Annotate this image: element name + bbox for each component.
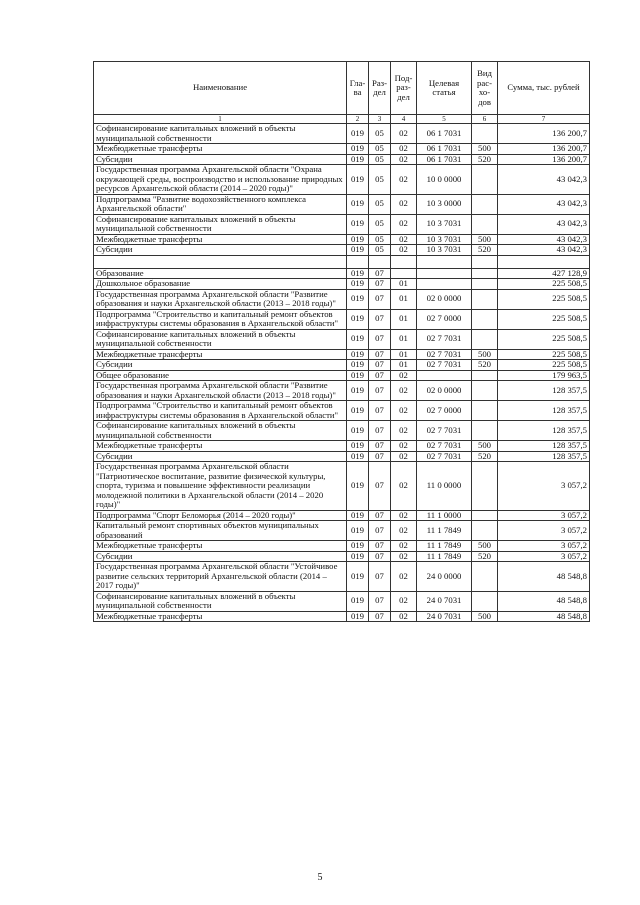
cell-razdel: 07: [369, 279, 391, 290]
cell-target: [417, 279, 472, 290]
cell-glava: 019: [347, 329, 369, 349]
cell-vid: [472, 214, 498, 234]
cell-target: 06 1 7031: [417, 124, 472, 144]
cell-sum: 136 200,7: [498, 124, 590, 144]
cell-target: 11 0 0000: [417, 462, 472, 511]
cell-sum: 179 963,5: [498, 370, 590, 381]
cell-vid: 500: [472, 234, 498, 245]
cell-sum: [498, 255, 590, 268]
cell-razdel: 07: [369, 611, 391, 622]
header-name: Наименование: [94, 62, 347, 115]
cell-glava: 019: [347, 541, 369, 552]
cell-name: Субсидии: [94, 551, 347, 562]
table-row: [94, 441, 590, 452]
cell-razdel: 05: [369, 124, 391, 144]
cell-sum: 128 357,5: [498, 381, 590, 401]
cell-podrazdel: 02: [391, 451, 417, 462]
cell-podrazdel: 02: [391, 381, 417, 401]
cell-glava: 019: [347, 234, 369, 245]
cell-glava: 019: [347, 245, 369, 256]
cell-vid: [472, 329, 498, 349]
cell-name: Софинансирование капитальных вложений в объекты муниципальной собственности: [94, 591, 347, 611]
cell-razdel: 05: [369, 194, 391, 214]
table-row: [94, 329, 590, 349]
cell-sum: 128 357,5: [498, 451, 590, 462]
cell-name: Капитальный ремонт спортивных объектов муниципальных образований: [94, 521, 347, 541]
cell-podrazdel: 02: [391, 521, 417, 541]
blank-row: [94, 255, 590, 268]
cell-target: 06 1 7031: [417, 154, 472, 165]
cell-glava: 019: [347, 510, 369, 521]
table-row: [94, 611, 590, 622]
cell-target: 02 7 7031: [417, 329, 472, 349]
cell-name: Межбюджетные трансферты: [94, 349, 347, 360]
cell-name: [94, 255, 347, 268]
cell-target: 02 7 0000: [417, 309, 472, 329]
cell-glava: 019: [347, 144, 369, 155]
cell-sum: 225 508,5: [498, 309, 590, 329]
table-row: [94, 401, 590, 421]
table-row: [94, 245, 590, 256]
table-row: [94, 591, 590, 611]
cell-sum: 136 200,7: [498, 154, 590, 165]
cell-glava: 019: [347, 381, 369, 401]
cell-target: 02 0 0000: [417, 381, 472, 401]
table-header-row: [94, 62, 590, 115]
cell-name: Субсидии: [94, 245, 347, 256]
column-number: 2: [347, 115, 369, 124]
cell-podrazdel: 02: [391, 441, 417, 452]
cell-vid: [472, 421, 498, 441]
cell-target: 24 0 7031: [417, 591, 472, 611]
cell-razdel: 05: [369, 214, 391, 234]
cell-name: Подпрограмма "Развитие водохозяйственного комплекса Архангельской области": [94, 194, 347, 214]
cell-vid: [472, 194, 498, 214]
cell-vid: [472, 591, 498, 611]
table-row: [94, 381, 590, 401]
cell-sum: 43 042,3: [498, 194, 590, 214]
cell-podrazdel: 01: [391, 360, 417, 371]
cell-razdel: 07: [369, 289, 391, 309]
table-row: [94, 370, 590, 381]
table-row: [94, 421, 590, 441]
cell-name: Дошкольное образование: [94, 279, 347, 290]
cell-glava: 019: [347, 124, 369, 144]
table-row: [94, 279, 590, 290]
cell-sum: 3 057,2: [498, 521, 590, 541]
table-row: [94, 462, 590, 511]
column-number: 4: [391, 115, 417, 124]
cell-podrazdel: 01: [391, 349, 417, 360]
cell-razdel: 05: [369, 144, 391, 155]
cell-target: 02 7 7031: [417, 349, 472, 360]
cell-name: Государственная программа Архангельской области "Патриотическое воспитание, развитие физической культуры, спорта, туризма и повышение эффективности реализации молодежной политики в Архангельской области (2014 – 2020 годы)": [94, 462, 347, 511]
cell-glava: 019: [347, 309, 369, 329]
cell-razdel: 07: [369, 329, 391, 349]
cell-sum: 128 357,5: [498, 441, 590, 452]
cell-vid: 520: [472, 451, 498, 462]
cell-target: 10 3 7031: [417, 214, 472, 234]
cell-name: Софинансирование капитальных вложений в объекты муниципальной собственности: [94, 124, 347, 144]
cell-name: Государственная программа Архангельской области "Развитие образования и науки Архангельской области (2013 – 2018 годы)": [94, 289, 347, 309]
cell-name: Софинансирование капитальных вложений в объекты муниципальной собственности: [94, 329, 347, 349]
cell-podrazdel: 02: [391, 370, 417, 381]
table-row: [94, 349, 590, 360]
table-row: [94, 214, 590, 234]
cell-sum: 43 042,3: [498, 245, 590, 256]
cell-podrazdel: 02: [391, 541, 417, 552]
table-row: [94, 154, 590, 165]
cell-razdel: 07: [369, 591, 391, 611]
cell-razdel: 07: [369, 551, 391, 562]
cell-name: Софинансирование капитальных вложений в объекты муниципальной собственности: [94, 214, 347, 234]
cell-sum: 48 548,8: [498, 611, 590, 622]
cell-glava: 019: [347, 591, 369, 611]
cell-glava: 019: [347, 214, 369, 234]
cell-name: Подпрограмма "Строительство и капитальный ремонт объектов инфраструктуры системы образования в Архангельской области": [94, 309, 347, 329]
cell-razdel: 07: [369, 309, 391, 329]
cell-glava: [347, 255, 369, 268]
cell-podrazdel: 02: [391, 401, 417, 421]
header-vid: Вид рас-хо-дов: [472, 62, 498, 115]
cell-glava: 019: [347, 451, 369, 462]
cell-podrazdel: [391, 268, 417, 279]
cell-podrazdel: 02: [391, 194, 417, 214]
cell-glava: 019: [347, 194, 369, 214]
cell-target: 02 0 0000: [417, 289, 472, 309]
cell-razdel: 07: [369, 562, 391, 592]
cell-name: Подпрограмма "Спорт Беломорья (2014 – 2020 годы)": [94, 510, 347, 521]
cell-vid: 500: [472, 349, 498, 360]
cell-podrazdel: 02: [391, 165, 417, 195]
cell-target: 02 7 0000: [417, 401, 472, 421]
cell-target: 02 7 7031: [417, 451, 472, 462]
cell-razdel: 07: [369, 521, 391, 541]
column-number-row: [94, 115, 590, 124]
budget-table: [93, 61, 590, 622]
cell-podrazdel: 02: [391, 421, 417, 441]
cell-podrazdel: 02: [391, 462, 417, 511]
column-number: 1: [94, 115, 347, 124]
cell-vid: 500: [472, 441, 498, 452]
cell-sum: 3 057,2: [498, 551, 590, 562]
cell-podrazdel: 02: [391, 234, 417, 245]
cell-name: Государственная программа Архангельской области "Охрана окружающей среды, воспроизводство и использование природных ресурсов Архангельской области (2014 – 2020 годы)": [94, 165, 347, 195]
cell-target: 02 7 7031: [417, 441, 472, 452]
table-body: [94, 124, 590, 622]
cell-name: Общее образование: [94, 370, 347, 381]
cell-glava: 019: [347, 441, 369, 452]
cell-vid: 520: [472, 360, 498, 371]
cell-razdel: [369, 255, 391, 268]
cell-razdel: 07: [369, 441, 391, 452]
cell-glava: 019: [347, 462, 369, 511]
cell-vid: [472, 268, 498, 279]
cell-name: Межбюджетные трансферты: [94, 441, 347, 452]
cell-target: 02 7 7031: [417, 421, 472, 441]
table-row: [94, 541, 590, 552]
cell-vid: [472, 309, 498, 329]
cell-vid: [472, 370, 498, 381]
cell-razdel: 07: [369, 268, 391, 279]
cell-name: Субсидии: [94, 360, 347, 371]
cell-target: 11 1 7849: [417, 541, 472, 552]
cell-target: 10 3 0000: [417, 194, 472, 214]
cell-glava: 019: [347, 289, 369, 309]
cell-vid: 520: [472, 551, 498, 562]
cell-razdel: 07: [369, 451, 391, 462]
cell-razdel: 05: [369, 245, 391, 256]
cell-podrazdel: 01: [391, 309, 417, 329]
header-target: Целевая статья: [417, 62, 472, 115]
cell-sum: 225 508,5: [498, 329, 590, 349]
header-glava: Гла-ва: [347, 62, 369, 115]
header-razdel: Раз-дел: [369, 62, 391, 115]
table-row: [94, 521, 590, 541]
cell-sum: 3 057,2: [498, 462, 590, 511]
table-row: [94, 165, 590, 195]
cell-podrazdel: 02: [391, 551, 417, 562]
cell-sum: 427 128,9: [498, 268, 590, 279]
cell-podrazdel: 01: [391, 329, 417, 349]
cell-sum: 128 357,5: [498, 421, 590, 441]
cell-glava: 019: [347, 279, 369, 290]
cell-razdel: 05: [369, 234, 391, 245]
cell-glava: 019: [347, 165, 369, 195]
cell-target: 06 1 7031: [417, 144, 472, 155]
cell-name: Межбюджетные трансферты: [94, 541, 347, 552]
table-row: [94, 551, 590, 562]
cell-podrazdel: 02: [391, 591, 417, 611]
cell-glava: 019: [347, 562, 369, 592]
cell-sum: 136 200,7: [498, 144, 590, 155]
cell-target: [417, 255, 472, 268]
table-row: [94, 144, 590, 155]
cell-target: 10 3 7031: [417, 234, 472, 245]
cell-glava: 019: [347, 421, 369, 441]
cell-sum: 225 508,5: [498, 289, 590, 309]
cell-target: 24 0 7031: [417, 611, 472, 622]
cell-vid: 500: [472, 611, 498, 622]
cell-sum: 128 357,5: [498, 401, 590, 421]
table-row: [94, 124, 590, 144]
table-row: [94, 268, 590, 279]
cell-vid: 500: [472, 144, 498, 155]
cell-podrazdel: 01: [391, 279, 417, 290]
cell-vid: [472, 289, 498, 309]
cell-glava: 019: [347, 401, 369, 421]
cell-podrazdel: 02: [391, 124, 417, 144]
cell-razdel: 07: [369, 370, 391, 381]
cell-glava: 019: [347, 611, 369, 622]
cell-name: Образование: [94, 268, 347, 279]
cell-podrazdel: 02: [391, 562, 417, 592]
cell-glava: 019: [347, 154, 369, 165]
cell-target: 11 1 7849: [417, 521, 472, 541]
cell-target: 10 3 7031: [417, 245, 472, 256]
cell-vid: [472, 279, 498, 290]
cell-target: 11 1 7849: [417, 551, 472, 562]
cell-vid: [472, 521, 498, 541]
cell-glava: 019: [347, 349, 369, 360]
cell-razdel: 07: [369, 349, 391, 360]
cell-podrazdel: [391, 255, 417, 268]
cell-podrazdel: 02: [391, 144, 417, 155]
cell-vid: [472, 510, 498, 521]
cell-razdel: 07: [369, 381, 391, 401]
cell-glava: 019: [347, 551, 369, 562]
cell-vid: 520: [472, 245, 498, 256]
cell-name: Софинансирование капитальных вложений в объекты муниципальной собственности: [94, 421, 347, 441]
cell-target: 02 7 7031: [417, 360, 472, 371]
cell-podrazdel: 02: [391, 245, 417, 256]
cell-glava: 019: [347, 268, 369, 279]
table-row: [94, 451, 590, 462]
cell-sum: 48 548,8: [498, 562, 590, 592]
cell-razdel: 07: [369, 401, 391, 421]
cell-razdel: 07: [369, 421, 391, 441]
cell-razdel: 07: [369, 462, 391, 511]
column-number: 3: [369, 115, 391, 124]
header-sum: Сумма, тыс. рублей: [498, 62, 590, 115]
cell-name: Межбюджетные трансферты: [94, 611, 347, 622]
table-row: [94, 562, 590, 592]
cell-vid: 520: [472, 154, 498, 165]
cell-name: Субсидии: [94, 154, 347, 165]
cell-name: Государственная программа Архангельской области "Устойчивое развитие сельских территорий Архангельской области (2014 – 2017 годы)": [94, 562, 347, 592]
cell-razdel: 07: [369, 510, 391, 521]
cell-podrazdel: 02: [391, 611, 417, 622]
cell-podrazdel: 02: [391, 154, 417, 165]
cell-name: Государственная программа Архангельской области "Развитие образования и науки Архангельской области (2013 – 2018 годы)": [94, 381, 347, 401]
cell-podrazdel: 02: [391, 214, 417, 234]
cell-target: [417, 370, 472, 381]
cell-vid: 500: [472, 541, 498, 552]
cell-target: [417, 268, 472, 279]
table-row: [94, 309, 590, 329]
cell-razdel: 05: [369, 165, 391, 195]
cell-vid: [472, 462, 498, 511]
cell-name: Субсидии: [94, 451, 347, 462]
cell-sum: 48 548,8: [498, 591, 590, 611]
cell-sum: 43 042,3: [498, 165, 590, 195]
cell-podrazdel: 01: [391, 289, 417, 309]
cell-razdel: 07: [369, 360, 391, 371]
cell-razdel: 05: [369, 154, 391, 165]
cell-razdel: 07: [369, 541, 391, 552]
cell-vid: [472, 401, 498, 421]
page-number: 5: [317, 872, 323, 883]
cell-sum: 3 057,2: [498, 510, 590, 521]
table-row: [94, 360, 590, 371]
cell-vid: [472, 381, 498, 401]
cell-glava: 019: [347, 370, 369, 381]
cell-podrazdel: 02: [391, 510, 417, 521]
cell-sum: 225 508,5: [498, 349, 590, 360]
cell-target: 10 0 0000: [417, 165, 472, 195]
cell-sum: 43 042,3: [498, 234, 590, 245]
column-number: 7: [498, 115, 590, 124]
cell-target: 11 1 0000: [417, 510, 472, 521]
cell-name: Межбюджетные трансферты: [94, 234, 347, 245]
table-row: [94, 194, 590, 214]
table-row: [94, 510, 590, 521]
cell-name: Межбюджетные трансферты: [94, 144, 347, 155]
cell-glava: 019: [347, 521, 369, 541]
cell-target: 24 0 0000: [417, 562, 472, 592]
column-number: 5: [417, 115, 472, 124]
cell-vid: [472, 562, 498, 592]
cell-glava: 019: [347, 360, 369, 371]
header-podrazdel: Под-раз-дел: [391, 62, 417, 115]
cell-vid: [472, 124, 498, 144]
cell-sum: 3 057,2: [498, 541, 590, 552]
cell-vid: [472, 255, 498, 268]
cell-sum: 225 508,5: [498, 360, 590, 371]
cell-sum: 225 508,5: [498, 279, 590, 290]
cell-sum: 43 042,3: [498, 214, 590, 234]
cell-name: Подпрограмма "Строительство и капитальный ремонт объектов инфраструктуры системы образования в Архангельской области": [94, 401, 347, 421]
table-row: [94, 234, 590, 245]
column-number: 6: [472, 115, 498, 124]
cell-vid: [472, 165, 498, 195]
table-row: [94, 289, 590, 309]
